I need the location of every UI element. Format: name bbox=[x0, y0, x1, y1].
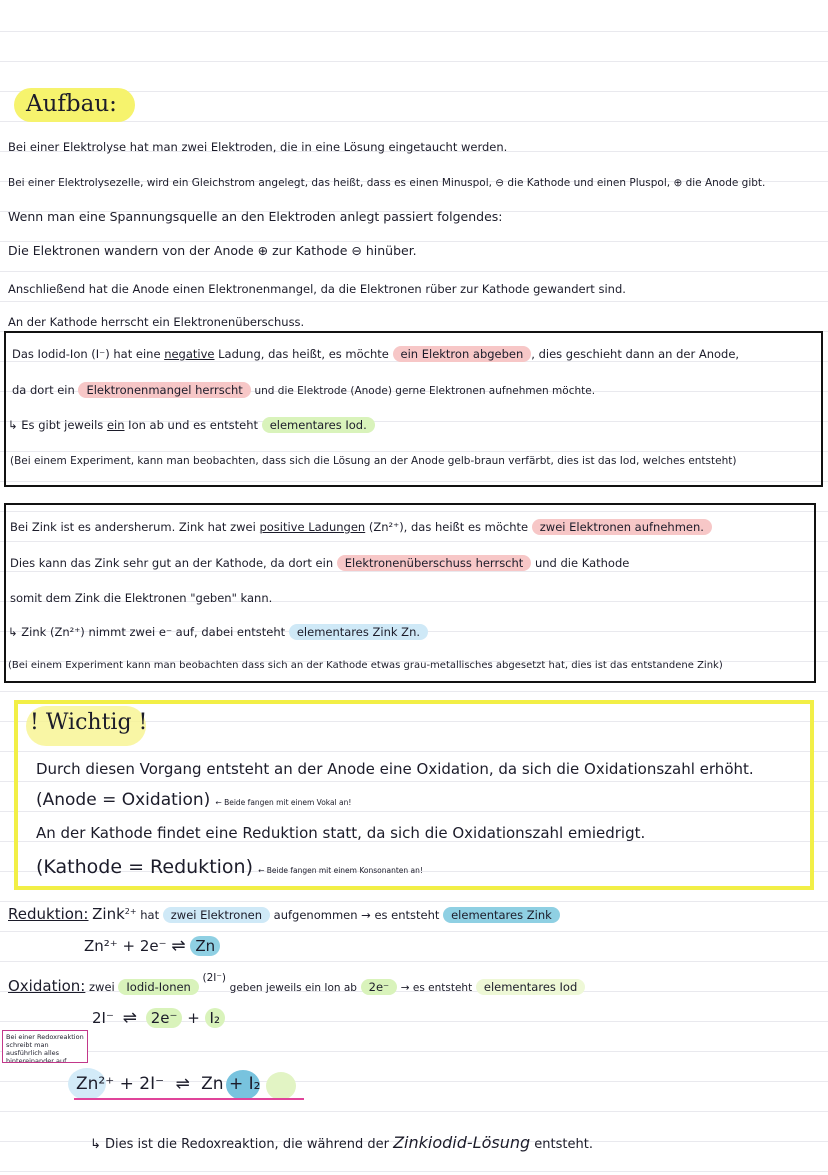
oxidation-line bbox=[8, 972, 585, 995]
text: zwei bbox=[89, 980, 115, 994]
highlight: zwei Elektronen bbox=[163, 907, 270, 923]
zink-line-2 bbox=[10, 556, 629, 570]
intro-line: An der Kathode herrscht ein Elektronenüberschuss. bbox=[8, 315, 305, 329]
text: ↳ Dies ist die Redoxreaktion, die während der bbox=[90, 1137, 389, 1152]
iodid-line-3 bbox=[8, 418, 375, 432]
wichtig-title: ! Wichtig ! bbox=[30, 710, 148, 735]
wichtig-line-2 bbox=[36, 790, 351, 810]
wichtig-line-1: Durch diesen Vorgang entsteht an der Anode eine Oxidation, da sich die Oxidationszahl erhöht. bbox=[36, 760, 754, 778]
text: (Zn²⁺), das heißt es möchte bbox=[368, 520, 529, 534]
note: ← Beide fangen mit einem Konsonanten an! bbox=[258, 866, 423, 875]
equilibrium-arrow: ⇌ bbox=[122, 1008, 137, 1028]
text-zinkiodid: Zinkiodid-Lösung bbox=[393, 1133, 531, 1152]
wichtig-line-3: An der Kathode findet eine Reduktion statt, da sich die Oxidationszahl emiedrigt. bbox=[36, 824, 646, 842]
eq-iod: I₂ bbox=[248, 1074, 261, 1094]
iodid-line-1 bbox=[12, 347, 739, 361]
text: und die Elektrode (Anode) gerne Elektronen aufnehmen möchte. bbox=[254, 385, 596, 397]
highlight: elementares Iod bbox=[476, 979, 585, 995]
text: Zink bbox=[92, 905, 125, 923]
plus: + bbox=[187, 1009, 200, 1027]
text: Bei Zink ist es andersherum. Zink hat zwei bbox=[10, 520, 256, 534]
final-line bbox=[90, 1133, 593, 1152]
wichtig-line-4 bbox=[36, 856, 423, 878]
eq-iodide: 2I⁻ bbox=[139, 1074, 165, 1094]
zink-line-4 bbox=[8, 625, 428, 639]
text: da dort ein bbox=[12, 383, 75, 397]
zink-line-5: (Bei einem Experiment kann man beobachten dass sich an der Kathode etwas grau-metallisches abgesetzt hat, dies ist das entstandene Zink) bbox=[8, 660, 723, 671]
superscript: 2+ bbox=[124, 907, 137, 917]
text-negative: negative bbox=[164, 347, 215, 361]
text-positive: positive Ladungen bbox=[259, 520, 366, 534]
equilibrium-arrow: ⇌ bbox=[175, 1074, 190, 1094]
text: Ladung, das heißt, es möchte bbox=[218, 347, 389, 361]
reduktion-label: Reduktion: bbox=[8, 905, 89, 923]
page-title: Aufbau: bbox=[14, 88, 135, 122]
iodid-line-2 bbox=[12, 383, 595, 397]
text-ein: ein bbox=[106, 418, 125, 432]
text: Ion ab und es entsteht bbox=[128, 418, 259, 432]
text: hat bbox=[140, 908, 160, 922]
intro-line: Bei einer Elektrolyse hat man zwei Elektroden, die in eine Lösung eingetaucht werden. bbox=[8, 140, 508, 154]
eq-left: 2I⁻ bbox=[92, 1009, 114, 1027]
text: Dies kann das Zink sehr gut an der Kathode, da dort ein bbox=[10, 556, 334, 570]
highlight: elementares Iod. bbox=[262, 417, 375, 433]
highlight: elementares Zink Zn. bbox=[289, 624, 428, 640]
plus: + bbox=[228, 1074, 244, 1094]
oxidation-label: Oxidation: bbox=[8, 977, 86, 995]
underline bbox=[74, 1098, 304, 1100]
highlight: Iodid-Ionen bbox=[118, 979, 198, 995]
side-note: Bei einer Redoxreaktion schreibt man ausführlich alles hintereinander auf. bbox=[2, 1030, 88, 1063]
redox-equation bbox=[76, 1074, 260, 1094]
text: entsteht. bbox=[534, 1137, 593, 1152]
text: Das Iodid-Ion (I⁻) hat eine bbox=[12, 347, 161, 361]
text: und die Kathode bbox=[534, 556, 630, 570]
reduktion-line bbox=[8, 905, 560, 923]
plus: + bbox=[119, 1074, 134, 1094]
text: ↳ Zink (Zn²⁺) nimmt zwei e⁻ auf, dabei entsteht bbox=[8, 625, 286, 639]
zink-line-3: somit dem Zink die Elektronen "geben" kann. bbox=[10, 591, 273, 605]
highlight: Elektronenmangel herrscht bbox=[78, 382, 250, 398]
intro-line: Die Elektronen wandern von der Anode ⊕ zur Kathode ⊖ hinüber. bbox=[8, 243, 417, 258]
intro-line: Anschließend hat die Anode einen Elektronenmangel, da die Elektronen rüber zur Kathode gewandert sind. bbox=[8, 282, 626, 296]
note: ← Beide fangen mit einem Vokal an! bbox=[215, 798, 352, 807]
oxidation-equation bbox=[92, 1008, 225, 1028]
eq-zn-ion: Zn²⁺ bbox=[76, 1074, 115, 1094]
eq-left: Zn²⁺ + 2e⁻ bbox=[84, 937, 167, 955]
highlight: Elektronenüberschuss herrscht bbox=[337, 555, 532, 571]
text: → es entsteht bbox=[400, 982, 473, 994]
highlight: 2e⁻ bbox=[361, 979, 397, 995]
eq-right: I₂ bbox=[205, 1008, 225, 1028]
text-kathode-reduktion: (Kathode = Reduktion) bbox=[36, 856, 253, 878]
highlight: ein Elektron abgeben bbox=[393, 346, 532, 362]
text: aufgenommen → es entsteht bbox=[273, 908, 440, 922]
reduktion-equation bbox=[84, 936, 220, 956]
highlight: zwei Elektronen aufnehmen. bbox=[532, 519, 712, 535]
text: ↳ Es gibt jeweils bbox=[8, 418, 104, 432]
highlight-circle bbox=[266, 1072, 296, 1100]
zink-line-1 bbox=[10, 520, 712, 534]
eq-mid: 2e⁻ bbox=[146, 1008, 183, 1028]
intro-line: Wenn man eine Spannungsquelle an den Elektroden anlegt passiert folgendes: bbox=[8, 209, 503, 224]
equilibrium-arrow: ⇌ bbox=[171, 936, 186, 956]
text: (2I⁻) bbox=[202, 972, 227, 984]
text: , dies geschieht dann an der Anode, bbox=[531, 347, 740, 361]
text-anode-oxidation: (Anode = Oxidation) bbox=[36, 790, 211, 810]
highlight: elementares Zink bbox=[443, 907, 560, 923]
eq-right: Zn bbox=[190, 936, 220, 956]
text: geben jeweils ein Ion ab bbox=[229, 982, 357, 994]
intro-line: Bei einer Elektrolysezelle, wird ein Gleichstrom angelegt, das heißt, dass es einen Minuspol, ⊖ die Kathode und einen Pluspol, ⊕ die Anode gibt. bbox=[8, 177, 766, 189]
iodid-line-4: (Bei einem Experiment, kann man beobachten, dass sich die Lösung an der Anode gelb-braun verfärbt, dies ist das Iod, welches entsteht) bbox=[10, 455, 737, 467]
eq-zn: Zn bbox=[201, 1074, 224, 1094]
